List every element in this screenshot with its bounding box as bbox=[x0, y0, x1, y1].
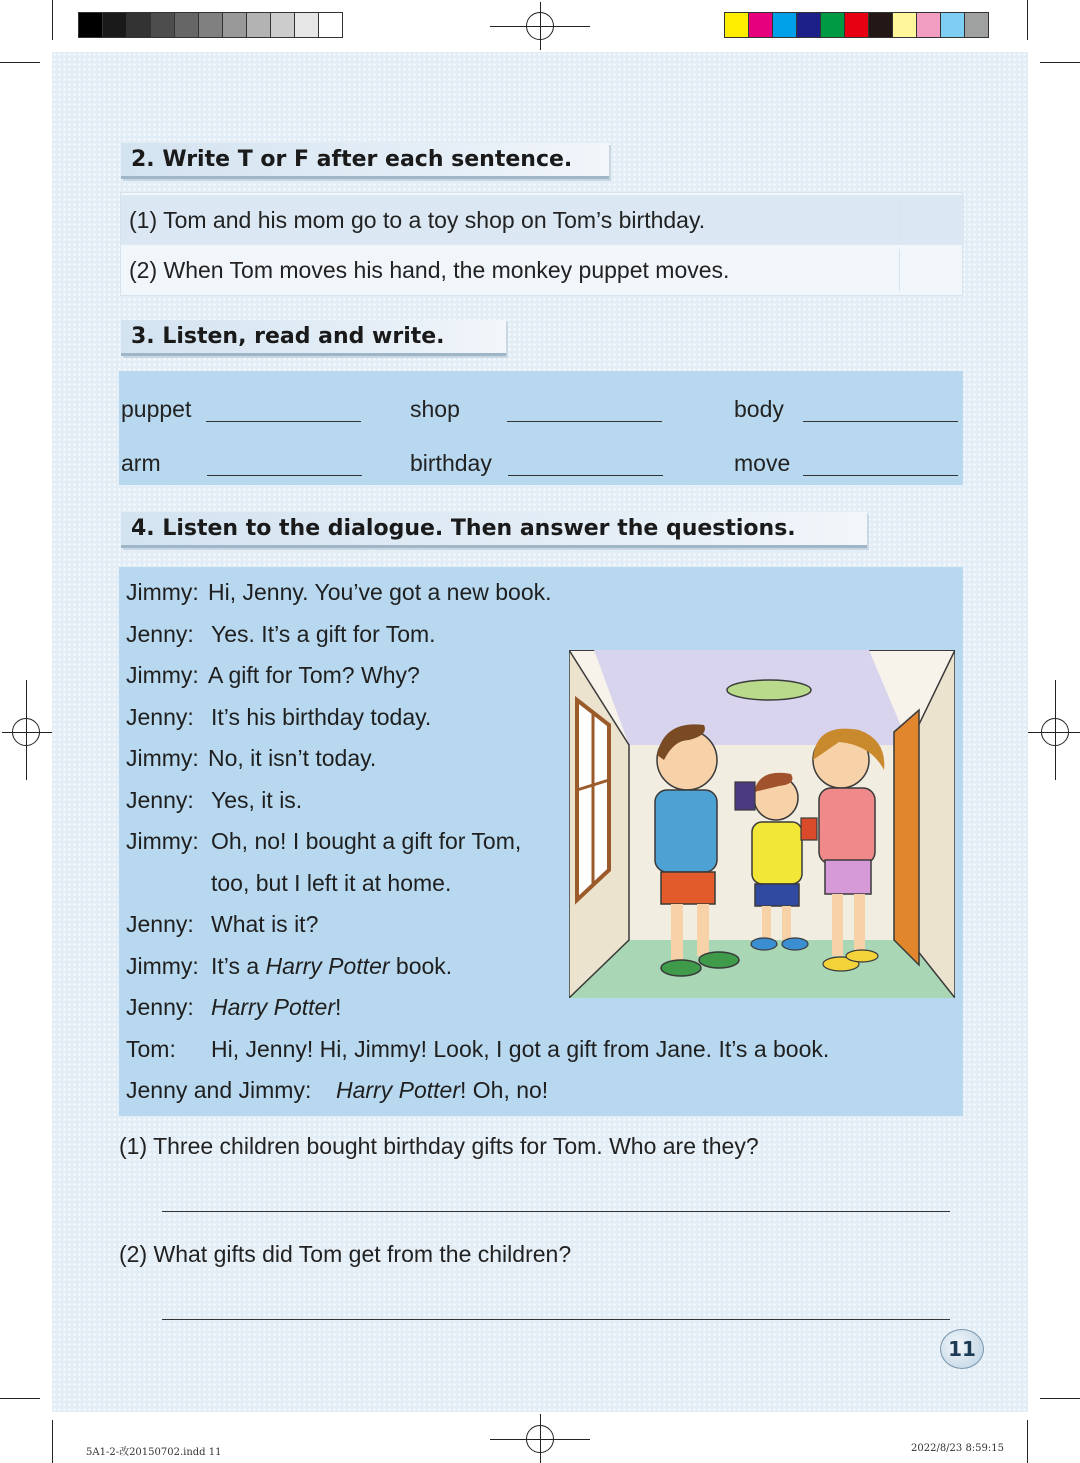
color-swatch bbox=[772, 12, 797, 38]
blank-move[interactable] bbox=[803, 475, 958, 477]
tf-item-1-text: (1) Tom and his mom go to a toy shop on Tom’s birthday. bbox=[129, 207, 706, 233]
dialogue-line: It’s his birthday today. bbox=[211, 704, 432, 730]
dialogue-line: Hi, Jenny! Hi, Jimmy! Look, I got a gift from Jane. It’s a book. bbox=[211, 1036, 830, 1062]
grayscale-color-bar bbox=[78, 12, 342, 38]
word-list-box bbox=[119, 371, 963, 485]
section-4-heading: 4. Listen to the dialogue. Then answer the questions. bbox=[121, 512, 867, 548]
word-move: move bbox=[734, 450, 791, 476]
dialogue-line: Yes. It’s a gift for Tom. bbox=[211, 621, 436, 647]
dialogue-speaker: Jimmy: bbox=[126, 953, 199, 979]
dialogue-line: A gift for Tom? Why? bbox=[208, 662, 420, 688]
dialogue-speaker: Jimmy: bbox=[126, 745, 199, 771]
color-swatch bbox=[78, 12, 103, 38]
color-swatch bbox=[102, 12, 127, 38]
dialogue-line: No, it isn’t today. bbox=[208, 745, 377, 771]
tf-item-2-text: (2) When Tom moves his hand, the monkey puppet moves. bbox=[129, 257, 730, 283]
birthday-gift-illustration bbox=[569, 650, 955, 998]
dialogue-speaker: Jenny: bbox=[126, 621, 194, 647]
word-arm: arm bbox=[121, 450, 161, 476]
dialogue-speaker: Jenny: bbox=[126, 911, 194, 937]
dialogue-speaker: Jenny: bbox=[126, 787, 194, 813]
color-swatch bbox=[150, 12, 175, 38]
color-swatch bbox=[270, 12, 295, 38]
word-shop: shop bbox=[410, 396, 460, 422]
file-slug: 5A1-2-改20150702.indd 11 bbox=[86, 1447, 222, 1458]
tf-answer-box-2[interactable] bbox=[899, 249, 964, 291]
word-body: body bbox=[734, 396, 784, 422]
dialogue-line: Oh, no! I bought a gift for Tom, bbox=[211, 828, 522, 854]
color-swatch bbox=[868, 12, 893, 38]
answer-line-2[interactable] bbox=[162, 1319, 950, 1320]
word-birthday: birthday bbox=[410, 450, 492, 476]
dialogue-speaker: Tom: bbox=[126, 1036, 176, 1062]
section-3-heading: 3. Listen, read and write. bbox=[121, 320, 506, 356]
tf-item-1 bbox=[121, 195, 964, 245]
dialogue-speaker: Jenny and Jimmy: bbox=[126, 1077, 312, 1103]
dialogue-line: It’s a Harry Potter book. bbox=[211, 953, 453, 979]
blank-body[interactable] bbox=[803, 421, 958, 423]
blank-arm[interactable] bbox=[207, 475, 362, 477]
color-swatch bbox=[964, 12, 989, 38]
true-false-table bbox=[120, 192, 963, 296]
color-swatch bbox=[174, 12, 199, 38]
tf-answer-box-1[interactable] bbox=[899, 199, 964, 241]
dialogue-speaker: Jenny: bbox=[126, 994, 194, 1020]
blank-shop[interactable] bbox=[507, 421, 662, 423]
dialogue-line: Harry Potter! Oh, no! bbox=[336, 1077, 549, 1103]
blank-birthday[interactable] bbox=[508, 475, 663, 477]
process-color-bar bbox=[724, 12, 988, 38]
blank-puppet[interactable] bbox=[206, 421, 361, 423]
page-number: 11 bbox=[940, 1329, 984, 1369]
color-swatch bbox=[318, 12, 343, 38]
color-swatch bbox=[294, 12, 319, 38]
dialogue-line: Hi, Jenny. You’ve got a new book. bbox=[208, 579, 552, 605]
timestamp-slug: 2022/8/23 8:59:15 bbox=[911, 1443, 1005, 1454]
color-swatch bbox=[844, 12, 869, 38]
section-2-heading: 2. Write T or F after each sentence. bbox=[121, 143, 609, 179]
word-puppet: puppet bbox=[121, 396, 192, 422]
question-2: (2) What gifts did Tom get from the children? bbox=[119, 1241, 572, 1267]
dialogue-speaker: Jenny: bbox=[126, 704, 194, 730]
color-swatch bbox=[748, 12, 773, 38]
color-swatch bbox=[892, 12, 917, 38]
color-swatch bbox=[246, 12, 271, 38]
color-swatch bbox=[916, 12, 941, 38]
color-swatch bbox=[796, 12, 821, 38]
color-swatch bbox=[198, 12, 223, 38]
dialogue-speaker: Jimmy: bbox=[126, 579, 199, 605]
dialogue-line: Yes, it is. bbox=[211, 787, 303, 813]
dialogue-speaker: Jimmy: bbox=[126, 828, 199, 854]
color-swatch bbox=[126, 12, 151, 38]
color-swatch bbox=[820, 12, 845, 38]
color-swatch bbox=[222, 12, 247, 38]
dialogue-speaker: Jimmy: bbox=[126, 662, 199, 688]
answer-line-1[interactable] bbox=[162, 1211, 950, 1212]
color-swatch bbox=[724, 12, 749, 38]
color-swatch bbox=[940, 12, 965, 38]
question-1: (1) Three children bought birthday gifts for Tom. Who are they? bbox=[119, 1133, 759, 1159]
dialogue-line: Harry Potter! bbox=[211, 994, 342, 1020]
dialogue-line: too, but I left it at home. bbox=[211, 870, 452, 896]
tf-item-2 bbox=[121, 245, 964, 295]
dialogue-line: What is it? bbox=[211, 911, 319, 937]
